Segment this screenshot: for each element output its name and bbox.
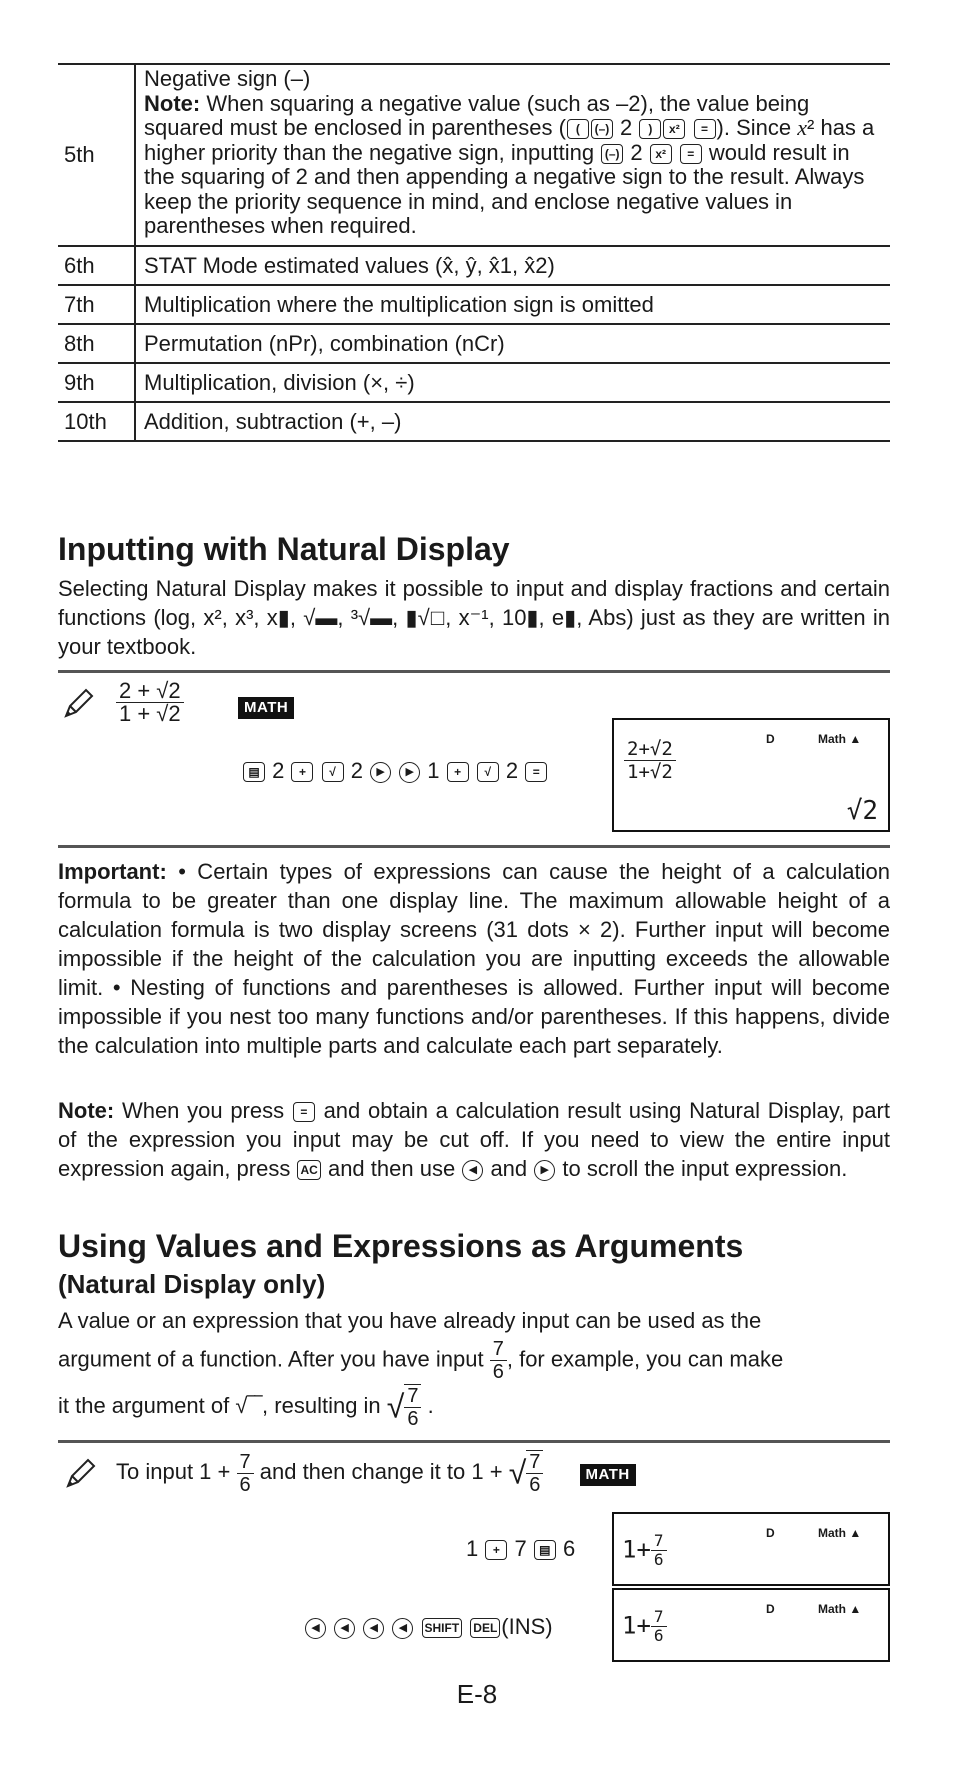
math-indicator: Math ▲ <box>818 1526 862 1540</box>
degree-indicator: D <box>766 732 775 746</box>
shift-key-icon: SHIFT <box>422 1618 463 1638</box>
rank-cell: 10th <box>58 402 135 441</box>
example-instruction: To input 1 + $\frac{7}{6}$ and then change it to 1 + √ $\frac{7}{6}$ MATH <box>116 1450 636 1496</box>
left-arrow-key-icon: ◀ <box>305 1618 326 1639</box>
degree-indicator: D <box>766 1526 775 1540</box>
rank-cell: 8th <box>58 324 135 363</box>
fraction-denominator: 6 <box>407 1408 419 1430</box>
body-text: it the argument of √‾‾, resulting in <box>58 1392 381 1418</box>
rank-cell: 7th <box>58 285 135 324</box>
pencil-icon <box>60 686 96 722</box>
fraction-numerator: 7 <box>651 1608 667 1627</box>
display-text: 1+ <box>622 1611 651 1640</box>
fraction-numerator: 7 <box>526 1451 543 1474</box>
section-title: Using Values and Expressions as Arguments <box>58 1228 744 1264</box>
fraction-numerator: 2 + √2 <box>116 680 184 703</box>
important-text: • Certain types of expressions can cause the height of a calculation formula to be greater than one display line. The maximum allowable height of a calculation formula is two display screens (31 dots × 2). Further input will become impossible if the height of the calculation you are inputting exceeds the allowable limit. • Nesting of functions and parentheses is allowed. Further input will become impossible if you nest too many functions and/or parentheses. If this happens, divide the calculation into multiple parts and calculate each part separately. <box>58 859 890 1058</box>
square-key-icon: x² <box>663 119 685 139</box>
note-text: and <box>490 1156 528 1181</box>
note-text: would result in the squaring of 2 and then appending a negative sign to the result. Always keep the priority sequence in mind, and enclose negative values in parentheses when required. <box>144 139 865 238</box>
note-label: Note: <box>144 90 201 116</box>
note-text: and then use <box>327 1156 456 1181</box>
desc-cell: Multiplication, division (×, ÷) <box>135 363 890 402</box>
fraction-denominator: 6 <box>239 1473 251 1496</box>
del-key-icon: DEL <box>470 1618 500 1638</box>
key-text: 1 <box>466 1536 479 1561</box>
example-top-rule <box>58 1440 890 1443</box>
sqrt-key-icon: √ <box>477 762 499 782</box>
pencil-icon <box>62 1456 98 1492</box>
example-bottom-rule <box>58 845 890 848</box>
left-arrow-key-icon: ◀ <box>363 1618 384 1639</box>
page-number: E-8 <box>456 1679 498 1709</box>
math-mode-badge: MATH <box>238 697 294 719</box>
negative-key-icon: (–) <box>591 119 613 139</box>
math-indicator: Math ▲ <box>818 732 862 746</box>
negative-sign-heading: Negative sign (–) <box>144 66 311 91</box>
display-text: 1+ <box>622 1535 651 1564</box>
negative-key-icon: (–) <box>601 144 623 164</box>
fraction-denominator: 1 + √2 <box>119 701 181 726</box>
key-sequence: ▤ 2 + √ 2 ▶ ▶ 1 + √ 2 = <box>242 756 548 785</box>
plus-key-icon: + <box>291 762 313 782</box>
display-denominator: 1+√2 <box>627 761 673 783</box>
instruction-text: To input 1 + <box>116 1458 231 1484</box>
ac-key-icon: AC <box>297 1160 320 1180</box>
left-arrow-key-icon: ◀ <box>334 1618 355 1639</box>
section-subtitle: (Natural Display only) <box>58 1269 326 1299</box>
section-body-line: it the argument of √‾‾, resulting in √ $\frac{7}{6}$ . <box>58 1385 434 1430</box>
note-text: When you press <box>121 1098 285 1123</box>
math-mode-badge: MATH <box>580 1464 636 1486</box>
fraction-denominator: 6 <box>653 1626 664 1645</box>
right-arrow-key-icon: ▶ <box>534 1160 555 1181</box>
right-arrow-key-icon: ▶ <box>370 762 391 783</box>
body-text: , for example, you can make <box>506 1346 784 1372</box>
key-sequence <box>304 1612 553 1641</box>
close-paren-key-icon: ) <box>639 119 661 139</box>
section-title: Inputting with Natural Display <box>58 531 510 567</box>
note-text: to scroll the input expression. <box>562 1156 848 1181</box>
equals-key-icon: = <box>525 762 547 782</box>
note-paragraph <box>58 1096 890 1183</box>
important-paragraph <box>58 857 890 1060</box>
body-text: . <box>427 1392 434 1418</box>
fraction-numerator: 7 <box>237 1451 254 1474</box>
equals-key-icon: = <box>680 144 702 164</box>
plus-key-icon: + <box>447 762 469 782</box>
fraction-denominator: 6 <box>653 1550 664 1569</box>
key-text: (INS) <box>501 1614 553 1639</box>
body-text: argument of a function. After you have input <box>58 1346 484 1372</box>
rank-cell: 9th <box>58 363 135 402</box>
display-expression <box>622 1532 667 1569</box>
example-fraction <box>116 680 184 725</box>
equals-key-icon: = <box>694 119 716 139</box>
calculator-display <box>612 1588 890 1662</box>
display-expression <box>622 1608 667 1645</box>
note-label: Note: <box>58 1098 115 1123</box>
section-body-line <box>58 1338 890 1383</box>
table-row <box>58 64 890 246</box>
desc-cell: Addition, subtraction (+, –) <box>135 402 890 441</box>
fraction-numerator: 7 <box>490 1338 507 1361</box>
equals-key-icon: = <box>293 1102 315 1122</box>
rank-cell: 6th <box>58 246 135 285</box>
left-arrow-key-icon: ◀ <box>392 1618 413 1639</box>
fraction-key-icon: ▤ <box>534 1540 556 1560</box>
note-text: has a higher priority than the negative sign, inputting <box>144 115 875 165</box>
fraction-key-icon: ▤ <box>243 762 265 782</box>
display-numerator: 2+√2 <box>624 738 676 761</box>
desc-cell: Negative sign (–) Note: When squaring a negative value (such as –2), the value being squared must be enclosed in parentheses ( ( (–) 2 ) x² = ). Since x² has a higher priority than the negative sign, inputting (–) 2 x² = would result in the squaring of 2 and then appending a negative sign to the result. Always keep the priority sequence in mind, and enclose negative values in parentheses when required. <box>135 64 890 246</box>
degree-indicator: D <box>766 1602 775 1616</box>
key-sequence: 1 + 7 ▤ 6 <box>466 1536 576 1561</box>
square-key-icon: x² <box>650 144 672 164</box>
fraction-numerator: 7 <box>651 1532 667 1551</box>
right-arrow-key-icon: ▶ <box>399 762 420 783</box>
calculator-display <box>612 1512 890 1586</box>
table-row <box>58 285 890 324</box>
note-text: ). Since <box>716 115 792 140</box>
section-body-line: A value or an expression that you have already input can be used as the <box>58 1308 762 1333</box>
instruction-text: and then change it to 1 + <box>259 1458 503 1484</box>
display-result: √2 <box>846 796 878 826</box>
fraction-numerator: 7 <box>404 1385 421 1408</box>
table-row <box>58 324 890 363</box>
fraction-denominator: 6 <box>529 1474 541 1496</box>
table-row <box>58 246 890 285</box>
math-indicator: Math ▲ <box>818 1602 862 1616</box>
desc-cell: Permutation (nPr), combination (nCr) <box>135 324 890 363</box>
left-arrow-key-icon: ◀ <box>462 1160 483 1181</box>
calculator-display <box>612 718 890 832</box>
sqrt-key-icon: √ <box>322 762 344 782</box>
open-paren-key-icon: ( <box>567 119 589 139</box>
table-row <box>58 402 890 441</box>
desc-cell: Multiplication where the multiplication sign is omitted <box>135 285 890 324</box>
desc-cell: STAT Mode estimated values (x̂, ŷ, x̂1, x̂2) <box>135 246 890 285</box>
note-text: and obtain a calculation result using Natural Display, part of the expression you input may be cut off. If you need to view the entire input expression again, press <box>58 1098 890 1181</box>
fraction-denominator: 6 <box>492 1361 504 1383</box>
display-expression <box>624 738 676 783</box>
section-body: Selecting Natural Display makes it possible to input and display fractions and certain functions (log, x², x³, x▮, √▬, ³√▬, ▮√□, x⁻¹, 10▮, e▮, Abs) just as they are written in your textbook. <box>58 576 890 659</box>
priority-table <box>58 63 890 442</box>
rank-cell: 5th <box>58 64 135 246</box>
example-top-rule <box>58 670 890 673</box>
important-label: Important: <box>58 859 167 884</box>
table-row <box>58 363 890 402</box>
note-text: When squaring a negative value (such as –2), the value being squared must be enclosed in parentheses ( <box>144 90 810 140</box>
plus-key-icon: + <box>485 1540 507 1560</box>
